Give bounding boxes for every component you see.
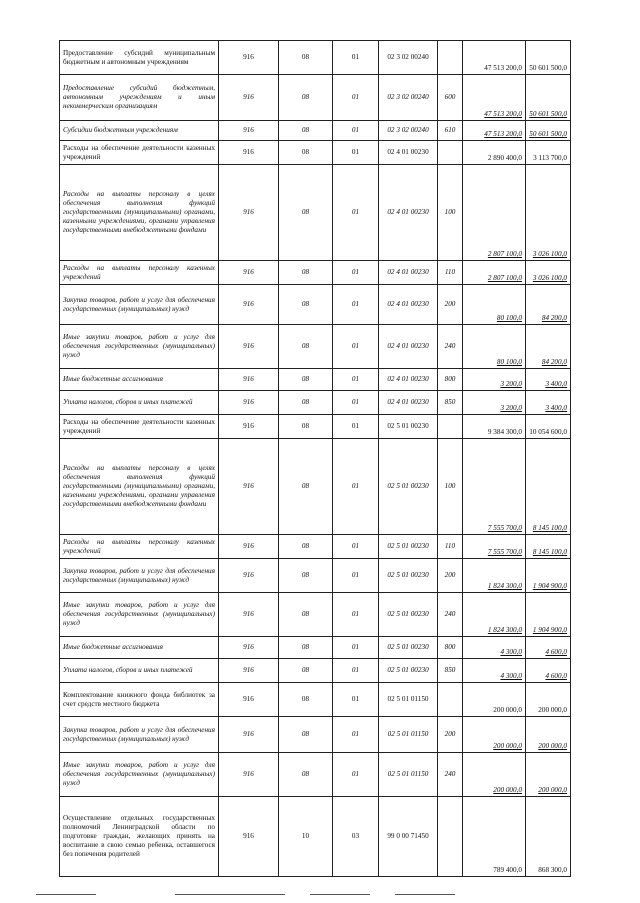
row-amount-year-1: 47 513 200,0 [463, 41, 526, 75]
row-section: 08 [279, 261, 333, 285]
row-amount-year-1: 4 300,0 [463, 659, 526, 683]
row-section: 08 [279, 75, 333, 121]
row-target-article: 02 4 01 00230 [379, 261, 438, 285]
row-section: 08 [279, 391, 333, 415]
row-target-article: 02 5 01 01150 [379, 753, 438, 797]
row-amount-year-1: 80 100,0 [463, 325, 526, 369]
table-row [60, 439, 571, 535]
row-amount-year-1: 3 200,0 [463, 369, 526, 391]
row-section: 08 [279, 593, 333, 637]
row-section: 08 [279, 753, 333, 797]
row-amount-year-1: 2 807 100,0 [463, 165, 526, 261]
row-amount-year-2: 200 000,0 [526, 753, 571, 797]
row-name: Уплата налогов, сборов и иных платежей [60, 391, 219, 415]
row-expense-type [438, 415, 463, 439]
row-subsection: 01 [333, 121, 379, 141]
scan-mark [36, 894, 96, 895]
row-expense-type: 110 [438, 535, 463, 559]
row-expense-type: 200 [438, 559, 463, 593]
table-row [60, 659, 571, 683]
row-subsection: 01 [333, 637, 379, 659]
row-expense-type [438, 797, 463, 877]
row-amount-year-2: 50 601 500,0 [526, 75, 571, 121]
table-row [60, 717, 571, 753]
row-amount-year-1: 47 513 200,0 [463, 75, 526, 121]
row-section: 08 [279, 683, 333, 717]
row-section: 08 [279, 121, 333, 141]
row-subsection: 01 [333, 141, 379, 165]
table-row [60, 141, 571, 165]
row-name: Закупка товаров, работ и услуг для обеспечения государственных (муниципальных) нужд [60, 559, 219, 593]
table-row [60, 369, 571, 391]
table-row [60, 593, 571, 637]
row-grbs: 916 [219, 415, 279, 439]
row-subsection: 01 [333, 593, 379, 637]
row-subsection: 01 [333, 659, 379, 683]
row-expense-type: 100 [438, 165, 463, 261]
row-subsection: 01 [333, 439, 379, 535]
row-amount-year-2: 84 200,0 [526, 285, 571, 325]
row-target-article: 02 4 01 00230 [379, 325, 438, 369]
row-section: 08 [279, 637, 333, 659]
table-row [60, 75, 571, 121]
row-amount-year-2: 4 600,0 [526, 637, 571, 659]
row-expense-type: 240 [438, 325, 463, 369]
row-target-article: 02 5 01 00230 [379, 593, 438, 637]
row-name: Расходы на выплаты персоналу в целях обеспечения выполнения функций государственными (муниципальными) органами, казенными учреждениями, органами управления государственными внебюджетными фондами [60, 165, 219, 261]
row-amount-year-2: 4 600,0 [526, 659, 571, 683]
row-target-article: 02 5 01 00230 [379, 559, 438, 593]
row-amount-year-1: 1 824 300,0 [463, 593, 526, 637]
row-section: 08 [279, 439, 333, 535]
table-row [60, 391, 571, 415]
table-row [60, 121, 571, 141]
row-expense-type: 850 [438, 391, 463, 415]
row-expense-type: 240 [438, 593, 463, 637]
row-name: Расходы на обеспечение деятельности казенных учреждений [60, 141, 219, 165]
row-amount-year-1: 47 513 200,0 [463, 121, 526, 141]
row-section: 08 [279, 415, 333, 439]
row-target-article: 02 5 01 00230 [379, 659, 438, 683]
row-amount-year-2: 50 601 500,0 [526, 121, 571, 141]
row-name: Предоставление субсидий муниципальным бюджетным и автономным учреждениям [60, 41, 219, 75]
row-amount-year-1: 7 555 700,0 [463, 535, 526, 559]
row-amount-year-2: 200 000,0 [526, 683, 571, 717]
row-grbs: 916 [219, 369, 279, 391]
row-grbs: 916 [219, 535, 279, 559]
row-target-article: 02 4 01 00230 [379, 165, 438, 261]
row-target-article: 02 3 02 00240 [379, 121, 438, 141]
table-row [60, 797, 571, 877]
table-row [60, 261, 571, 285]
row-subsection: 01 [333, 261, 379, 285]
row-expense-type: 800 [438, 637, 463, 659]
row-target-article: 02 5 01 00230 [379, 637, 438, 659]
row-section: 08 [279, 325, 333, 369]
row-section: 08 [279, 285, 333, 325]
row-amount-year-2: 868 300,0 [526, 797, 571, 877]
row-target-article: 99 0 00 71450 [379, 797, 438, 877]
row-expense-type: 100 [438, 439, 463, 535]
row-amount-year-2: 50 601 500,0 [526, 41, 571, 75]
row-subsection: 01 [333, 369, 379, 391]
row-amount-year-2: 3 400,0 [526, 369, 571, 391]
row-section: 08 [279, 535, 333, 559]
row-expense-type: 800 [438, 369, 463, 391]
budget-table [59, 40, 571, 877]
row-expense-type [438, 141, 463, 165]
row-subsection: 01 [333, 415, 379, 439]
row-amount-year-2: 200 000,0 [526, 717, 571, 753]
row-amount-year-1: 789 400,0 [463, 797, 526, 877]
budget-table-body [60, 41, 571, 877]
row-target-article: 02 4 01 00230 [379, 285, 438, 325]
row-amount-year-1: 2 890 400,0 [463, 141, 526, 165]
row-amount-year-2: 3 026 100,0 [526, 165, 571, 261]
row-grbs: 916 [219, 121, 279, 141]
row-grbs: 916 [219, 797, 279, 877]
row-name: Субсидии бюджетным учреждениям [60, 121, 219, 141]
scan-mark [175, 894, 285, 895]
row-section: 08 [279, 165, 333, 261]
row-grbs: 916 [219, 391, 279, 415]
row-grbs: 916 [219, 593, 279, 637]
row-amount-year-1: 1 824 300,0 [463, 559, 526, 593]
row-subsection: 01 [333, 325, 379, 369]
row-grbs: 916 [219, 559, 279, 593]
row-grbs: 916 [219, 439, 279, 535]
row-name: Расходы на выплаты персоналу казенных учреждений [60, 261, 219, 285]
row-amount-year-1: 9 384 300,0 [463, 415, 526, 439]
row-subsection: 01 [333, 41, 379, 75]
row-grbs: 916 [219, 659, 279, 683]
row-name: Закупка товаров, работ и услуг для обеспечения государственных (муниципальных) нужд [60, 717, 219, 753]
row-target-article: 02 5 01 01150 [379, 683, 438, 717]
row-amount-year-1: 200 000,0 [463, 717, 526, 753]
row-name: Иные бюджетные ассигнования [60, 637, 219, 659]
row-amount-year-1: 2 807 100,0 [463, 261, 526, 285]
row-subsection: 01 [333, 717, 379, 753]
table-row [60, 753, 571, 797]
row-expense-type: 600 [438, 75, 463, 121]
row-amount-year-2: 8 145 100,0 [526, 535, 571, 559]
row-target-article: 02 3 02 00240 [379, 41, 438, 75]
row-expense-type: 240 [438, 753, 463, 797]
row-amount-year-1: 3 200,0 [463, 391, 526, 415]
row-expense-type: 610 [438, 121, 463, 141]
row-section: 08 [279, 659, 333, 683]
row-section: 08 [279, 559, 333, 593]
row-amount-year-1: 7 555 700,0 [463, 439, 526, 535]
row-name: Иные закупки товаров, работ и услуг для обеспечения государственных (муниципальных) нужд [60, 753, 219, 797]
row-target-article: 02 4 01 00230 [379, 391, 438, 415]
row-subsection: 01 [333, 165, 379, 261]
row-expense-type: 850 [438, 659, 463, 683]
row-amount-year-1: 80 100,0 [463, 285, 526, 325]
table-row [60, 165, 571, 261]
row-name: Иные закупки товаров, работ и услуг для обеспечения государственных (муниципальных) нужд [60, 593, 219, 637]
row-section: 08 [279, 41, 333, 75]
row-name: Предоставление субсидий бюджетным, автономным учреждениям и иным некоммерческим организациям [60, 75, 219, 121]
row-grbs: 916 [219, 753, 279, 797]
row-amount-year-2: 3 026 100,0 [526, 261, 571, 285]
row-subsection: 03 [333, 797, 379, 877]
row-grbs: 916 [219, 637, 279, 659]
row-target-article: 02 5 01 00230 [379, 439, 438, 535]
row-subsection: 01 [333, 535, 379, 559]
row-section: 08 [279, 717, 333, 753]
row-amount-year-2: 3 113 700,0 [526, 141, 571, 165]
row-section: 08 [279, 141, 333, 165]
scan-mark [395, 894, 455, 895]
row-name: Иные бюджетные ассигнования [60, 369, 219, 391]
row-grbs: 916 [219, 325, 279, 369]
row-grbs: 916 [219, 75, 279, 121]
row-grbs: 916 [219, 683, 279, 717]
row-target-article: 02 4 01 00230 [379, 369, 438, 391]
row-grbs: 916 [219, 141, 279, 165]
row-name: Осуществление отдельных государственных полномочий Ленинградской области по подготовке граждан, желающих принять на воспитание в свою семью ребенка, оставшегося без попечения родителей [60, 797, 219, 877]
table-row [60, 535, 571, 559]
row-name: Расходы на обеспечение деятельности казенных учреждений [60, 415, 219, 439]
row-expense-type [438, 683, 463, 717]
row-expense-type: 110 [438, 261, 463, 285]
row-grbs: 916 [219, 285, 279, 325]
row-grbs: 916 [219, 41, 279, 75]
table-row [60, 559, 571, 593]
table-row [60, 285, 571, 325]
row-subsection: 01 [333, 559, 379, 593]
row-amount-year-2: 10 054 600,0 [526, 415, 571, 439]
row-amount-year-1: 4 300,0 [463, 637, 526, 659]
row-target-article: 02 3 02 00240 [379, 75, 438, 121]
row-section: 08 [279, 369, 333, 391]
row-amount-year-2: 8 145 100,0 [526, 439, 571, 535]
table-row [60, 637, 571, 659]
row-grbs: 916 [219, 165, 279, 261]
table-row [60, 683, 571, 717]
table-row [60, 325, 571, 369]
row-subsection: 01 [333, 683, 379, 717]
row-name: Уплата налогов, сборов и иных платежей [60, 659, 219, 683]
row-target-article: 02 4 01 00230 [379, 141, 438, 165]
row-name: Закупка товаров, работ и услуг для обеспечения государственных (муниципальных) нужд [60, 285, 219, 325]
row-subsection: 01 [333, 391, 379, 415]
row-expense-type: 200 [438, 717, 463, 753]
row-expense-type: 200 [438, 285, 463, 325]
scan-mark [310, 894, 370, 895]
row-amount-year-2: 84 200,0 [526, 325, 571, 369]
row-grbs: 916 [219, 717, 279, 753]
row-amount-year-2: 1 904 900,0 [526, 593, 571, 637]
row-section: 10 [279, 797, 333, 877]
row-target-article: 02 5 01 01150 [379, 717, 438, 753]
table-row [60, 41, 571, 75]
row-amount-year-2: 3 400,0 [526, 391, 571, 415]
row-subsection: 01 [333, 753, 379, 797]
row-amount-year-1: 200 000,0 [463, 753, 526, 797]
row-name: Расходы на выплаты персоналу казенных учреждений [60, 535, 219, 559]
row-amount-year-1: 200 000,0 [463, 683, 526, 717]
row-subsection: 01 [333, 285, 379, 325]
row-amount-year-2: 1 904 900,0 [526, 559, 571, 593]
row-expense-type [438, 41, 463, 75]
row-target-article: 02 5 01 00230 [379, 415, 438, 439]
row-name: Иные закупки товаров, работ и услуг для обеспечения государственных (муниципальных) нужд [60, 325, 219, 369]
row-grbs: 916 [219, 261, 279, 285]
row-name: Комплектование книжного фонда библиотек за счет средств местного бюджета [60, 683, 219, 717]
row-name: Расходы на выплаты персоналу в целях обеспечения выполнения функций государственными (муниципальными) органами, казенными учреждениями, органами управления государственными внебюджетными фондами [60, 439, 219, 535]
table-row [60, 415, 571, 439]
row-subsection: 01 [333, 75, 379, 121]
row-target-article: 02 5 01 00230 [379, 535, 438, 559]
